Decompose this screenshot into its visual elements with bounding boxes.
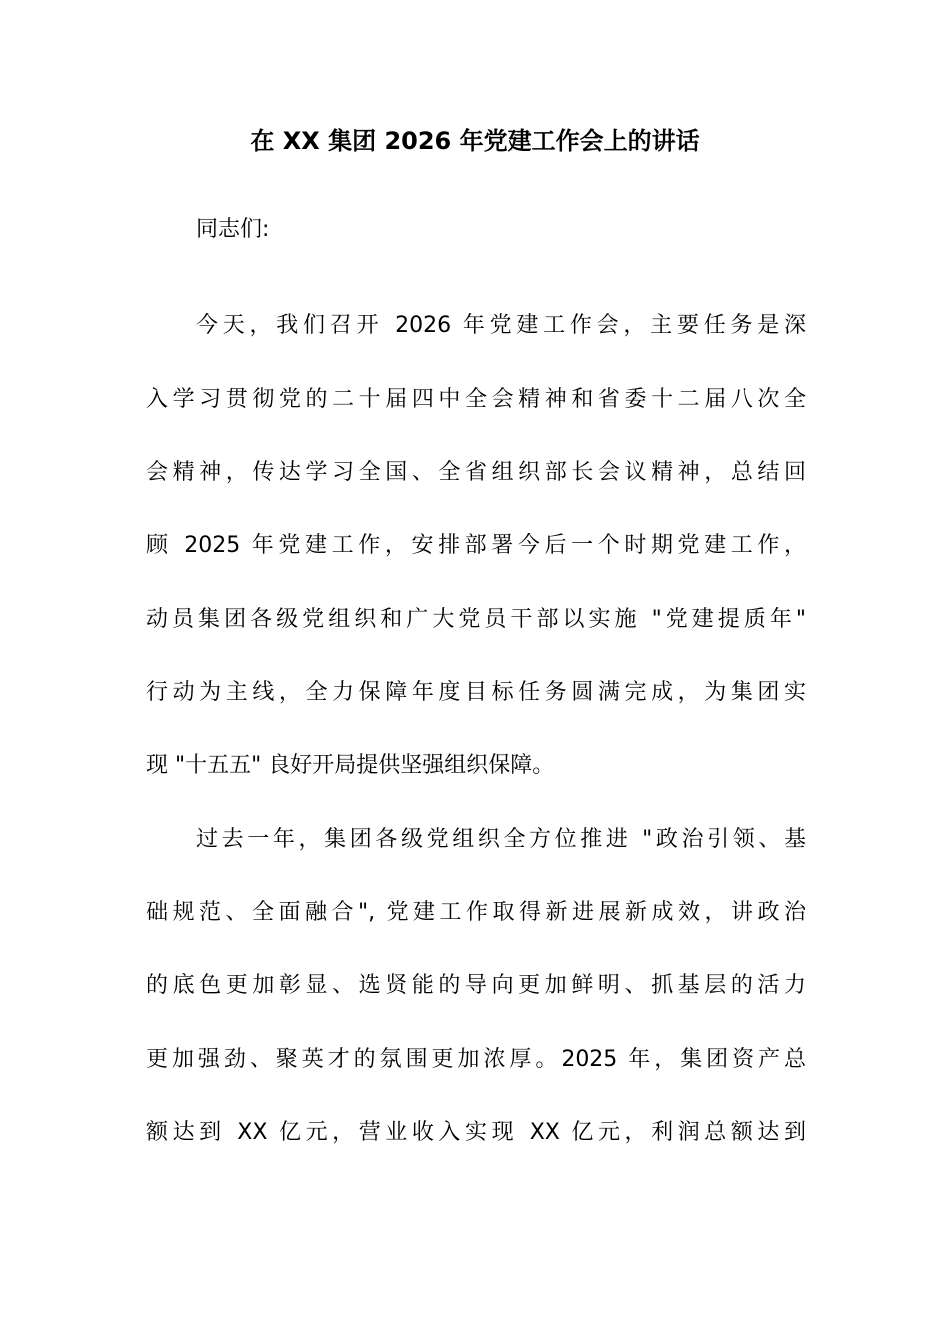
paragraph-line: 动员集团各级党组织和广大党员干部以实施 "党建提质年" <box>146 607 806 632</box>
paragraph-line: 今天，我们召开 2026 年党建工作会，主要任务是深 <box>196 313 806 338</box>
paragraph-line: 更加强劲、聚英才的氛围更加浓厚。2025 年，集团资产总 <box>146 1047 806 1072</box>
paragraph-line: 行动为主线，全力保障年度目标任务圆满完成，为集团实 <box>146 680 806 705</box>
paragraph-line: 会精神，传达学习全国、全省组织部长会议精神，总结回 <box>146 460 806 485</box>
paragraph-line: 额达到 XX 亿元，营业收入实现 XX 亿元，利润总额达到 <box>146 1120 806 1145</box>
paragraph-line: 入学习贯彻党的二十届四中全会精神和省委十二届八次全 <box>146 387 806 412</box>
salutation: 同志们: <box>196 217 270 242</box>
paragraph-line: 础规范、全面融合", 党建工作取得新进展新成效，讲政治 <box>146 900 806 925</box>
document-title: 在 XX 集团 2026 年党建工作会上的讲话 <box>250 127 700 155</box>
paragraph-line: 顾 2025 年党建工作，安排部署今后一个时期党建工作， <box>146 533 806 558</box>
paragraph-line: 现 "十五五" 良好开局提供坚强组织保障。 <box>146 753 555 778</box>
paragraph-line: 的底色更加彰显、选贤能的导向更加鲜明、抓基层的活力 <box>146 973 806 998</box>
paragraph-line: 过去一年，集团各级党组织全方位推进 "政治引领、基 <box>196 827 806 852</box>
